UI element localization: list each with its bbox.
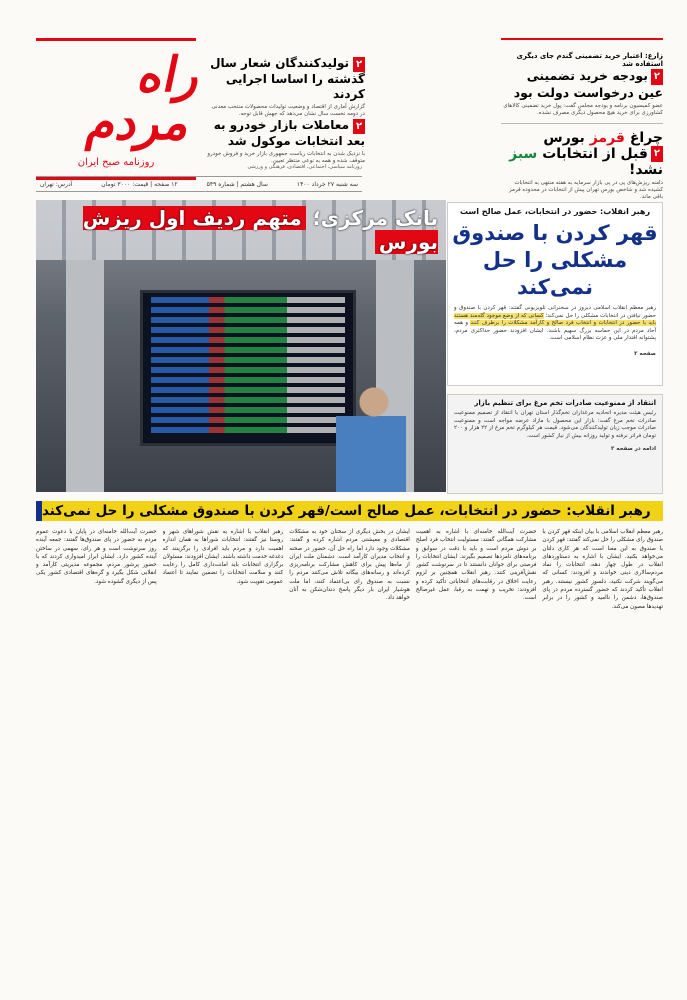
date-info: سه شنبه ۲۷ خرداد ۱۴۰۰: [296, 180, 358, 188]
egg-kicker: انتقاد از ممنوعیت صادرات تخم مرغ برای تنظیم بازار: [474, 399, 656, 407]
photo-headline-highlight: متهم ردیف اول ریزش بورس: [82, 206, 438, 254]
article-column: ایشان در بخش دیگری از سخنان خود به مشکلات اقتصادی و معیشتی مردم اشاره کرده و گفتند: مشکلات وجود دارد اما راه حل آن، حضور در صحنه و انتخاب مدیران کارآمد است. دشمنان ملت ایران از ماه‌ها پیش برای کاهش مشارکت برنامه‌ریزی کرده‌اند و رسانه‌های بیگانه تلاش می‌کنند مردم را نسبت به صندوق رای بی‌اعتماد کنند، اما ملت هوشیار ایران بار دیگر پاسخ دندان‌شکن به آنان خواهد داد.: [289, 529, 410, 602]
banner-headline: رهبر انقلاب: حضور در انتخابات، عمل صالح است/قهر کردن با صندوق مشکلی را حل نمی‌کند: [42, 503, 651, 519]
stock-headline-part: قبل از انتخابات: [537, 145, 648, 162]
stock-headline[interactable]: [501, 130, 663, 146]
teaser-body: با نزدیک شدن به انتخابات ریاست جمهوری بازار خرید و فروش خودرو متوقف شده و همه به نوعی منتظر تعیین.: [207, 151, 365, 164]
banner-accent: [36, 501, 42, 521]
article-column: رهبر معظم انقلاب اسلامی با بیان اینکه قهر کردن با صندوق رای مشکلی را حل نمی‌کند گفتند: قهر کردن با صندوق به این معنا است که هر کاری دلتان می‌خواهد بکنید. ایشان با اشاره به دستاوردهای انقلاب در طول چهار دهه، انتخابات را نماد مردم‌سالاری دینی خواندند و افزودند: کسانی که می‌گویند شرکت نکنید، دلسوز کشور نیستند. رهبر انقلاب تأکید کردند که حضور گسترده مردم در پای صندوق‌ها، دشمن را ناامید و کشور را در برابر تهدیدها مصون می‌کند.: [542, 529, 663, 610]
top-rule: [501, 38, 663, 48]
main-banner[interactable]: [36, 501, 663, 521]
egg-export-box[interactable]: [447, 394, 663, 494]
photo-headline-part: بانک مرکزی؛: [305, 206, 438, 230]
budget-headline-text: بودجه خرید تضمینی عین درخواست دولت بود: [513, 68, 663, 100]
page-ref[interactable]: صفحه ۲: [634, 350, 656, 357]
page-ref[interactable]: ادامه در صفحه ۲: [611, 446, 656, 452]
leader-body-text: و همه آحاد مردم در این حماسه بزرگ سهیم باشند. ایشان افزودند حضور حداکثری مردم، پشتوانه اقتدار ملی و عزت نظام اسلامی است.: [454, 320, 656, 341]
teaser-body: گزارش آماری از اقتصاد و وضعیت تولیدات محصولات منتخب معدنی در دومه نخست سال نشان می‌دهد که جهش قابل توجه.: [211, 104, 365, 117]
stock-headline-part: نشد!: [629, 161, 663, 178]
page-number-badge: ۲: [651, 69, 663, 85]
teaser-car-market[interactable]: [205, 118, 365, 165]
masthead: [36, 38, 208, 180]
stock-exchange-photo[interactable]: [36, 200, 446, 492]
address-info: آدرس: تهران: [40, 180, 73, 188]
egg-body: رئیس هیئت مدیره اتحادیه مرغداران تخم‌گذار استان تهران با انتقاد از تصمیم ممنوعیت صادرات تخم مرغ گفت: بازار این محصول با مازاد عرضه مواجه است و ممنوعیت صادرات موجب زیان تولیدکنندگان می‌شود. قیمت هر کیلوگرم تخم مرغ از ۲۲ هزار و ۲۰۰ تومان فراتر نرفته و تولید روزانه بیش از نیاز کشور است.: [454, 410, 656, 439]
stock-headline-line2[interactable]: [501, 146, 663, 178]
teaser-producers[interactable]: [205, 56, 365, 118]
page-number-badge: ۲: [353, 119, 365, 134]
leader-body: [448, 301, 662, 347]
page-number-badge: ۲: [651, 146, 663, 162]
price-info: ۱۲ صفحه | قیمت: ۳۰۰۰ تومان: [101, 180, 178, 188]
photo-headline[interactable]: [44, 206, 438, 254]
leader-body-highlight: کسانی که از وضع موجود گله‌مند هستند باید با حضور در انتخابات و انتخاب فرد صالح و کارآمد مشکلات را برطرف کنند: [454, 312, 656, 326]
photo-pillar: [66, 260, 104, 492]
stock-headline-green: سبز: [509, 145, 538, 162]
teaser-title-text: تولیدکنندگان شعار سال گذشته را اساسا اجرایی کردند: [210, 56, 365, 101]
leader-article-box[interactable]: [447, 202, 663, 386]
stock-headline-part: چراغ: [624, 129, 663, 146]
stock-headline-part: بورس: [543, 129, 590, 146]
newspaper-logo[interactable]: راه مردم: [81, 46, 208, 151]
article-column: حضرت آیت‌الله خامنه‌ای در پایان با دعوت عموم مردم به حضور در پای صندوق‌ها گفتند: جمعه آینده روز سرنوشت است و هر رای، سهمی در ساختن آینده کشور دارد. ایشان ابراز امیدواری کردند که با حضور پرشور مردم، مجموعه مدیریتی کارآمد و انقلابی شکل بگیرد و گره‌های اقتصادی کشور یکی پس از دیگری گشوده شود.: [36, 529, 157, 585]
stock-board: [140, 290, 356, 446]
publisher-line: روزنامه سیاسی، اجتماعی، اقتصادی، فرهنگی و ورزشی: [247, 164, 362, 170]
stock-headline-red: قرمز: [589, 129, 625, 146]
budget-body: عضو کمیسیون برنامه و بودجه مجلس گفت: پول خرید تضمینی کالاهای کشاورزی برای خرید هیچ محصول دیگری مصرف نشده.: [503, 102, 663, 116]
photo-person: [336, 380, 406, 492]
issue-info: سال هشتم | شماره ۵۴۹: [206, 180, 268, 188]
teaser-title: [205, 118, 365, 149]
wheat-kicker: زارع: اعتبار خرید تضمینی گندم جای دیگری استفاده شد: [516, 52, 663, 68]
stock-body: دامنه ریزش‌های پی در پی بازار سرمایه به هفته منتهی به انتخابات کشیده شد و شاخص بورس تهران پیش از انتخابات در محدوده قرمز باقی ماند.: [508, 179, 663, 200]
budget-headline[interactable]: [501, 68, 663, 101]
article-column: رهبر انقلاب با اشاره به نقش شوراهای شهر و روستا نیز گفتند: انتخابات شوراها به همان اندازه اهمیت دارد و مردم باید افرادی را برگزینند که دغدغه خدمت داشته باشند. ایشان افزودند: مسئولان برگزاری انتخابات باید امانت‌داری کامل را رعایت کنند و سلامت انتخابات را تضمین نمایند تا اعتماد عمومی تقویت شود.: [162, 529, 284, 585]
leader-headline: قهر کردن با صندوق مشکلی را حل نمی‌کند: [452, 221, 658, 299]
article-column: حضرت آیت‌الله خامنه‌ای با اشاره به اهمیت مشارکت همگانی گفتند: مسئولیت انتخاب فرد اصلح بر دوش مردم است و باید با دقت در سوابق و برنامه‌های نامزدها تصمیم بگیرند. ایشان انتخابات را فرصتی برای جوانان دانستند تا در سرنوشت کشور نقش‌آفرینی کنند. رهبر انقلاب همچنین بر لزوم رعایت اخلاق در رقابت‌های انتخاباتی تأکید کرده و افزودند: تخریب و تهمت به رقبا، عمل غیرصالح است.: [415, 529, 537, 602]
page-number-badge: ۲: [353, 57, 365, 72]
divider: [501, 123, 663, 124]
newspaper-subtitle: روزنامه صبح ایران: [77, 156, 155, 168]
right-top-column: [501, 52, 663, 201]
leader-kicker: رهبر انقلاب: حضور در انتخابات، عمل صالح است: [459, 207, 651, 216]
article-columns: [36, 528, 663, 990]
teaser-title-text: معاملات بازار خودرو به بعد انتخابات موکول شد: [213, 118, 365, 148]
teaser-title: [205, 56, 365, 102]
leader-body-text: رهبر معظم انقلاب اسلامی دیروز در سخنرانی تلویزیونی گفتند: قهر کردن با صندوق و حضور نیافتن در انتخابات مشکلی را حل نمی‌کند؛: [454, 305, 656, 319]
date-strip: [36, 176, 362, 192]
